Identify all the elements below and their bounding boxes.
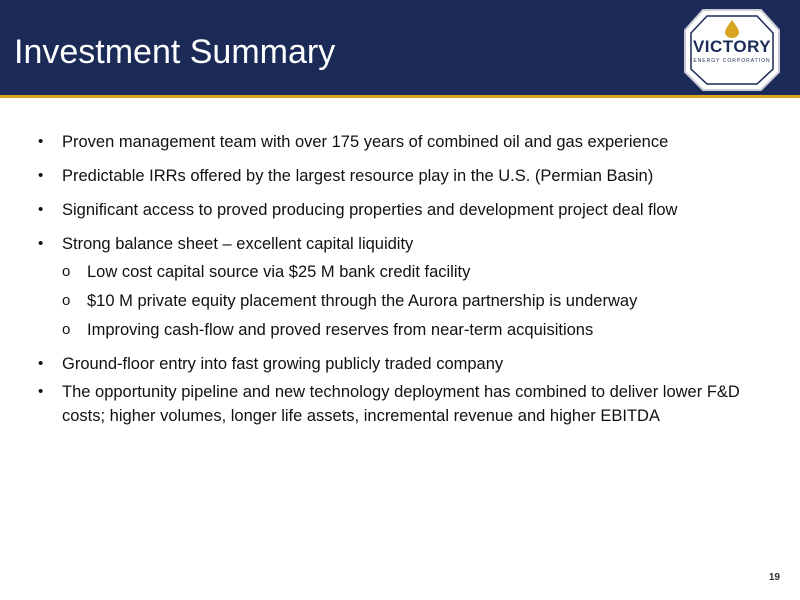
sub-bullet-item	[38, 260, 773, 284]
sub-bullet-list	[38, 260, 773, 342]
sub-bullet-marker: o	[62, 292, 71, 309]
bullet-marker: •	[38, 201, 44, 218]
oil-drop-icon	[725, 20, 739, 38]
bullet-list	[38, 130, 773, 428]
bullet-text: Strong balance sheet – excellent capital liquidity	[62, 235, 414, 253]
sub-bullet-text: $10 M private equity placement through the Aurora partnership is underway	[87, 292, 638, 310]
bullet-text: Significant access to proved producing properties and development project deal flow	[62, 201, 678, 219]
sub-bullet-item	[38, 289, 773, 313]
sub-bullet-text: Improving cash-flow and proved reserves from near-term acquisitions	[87, 321, 594, 339]
bullet-item	[38, 352, 773, 376]
sub-bullet-marker: o	[62, 263, 71, 280]
page-number: 19	[768, 572, 780, 583]
sub-bullet-text: Low cost capital source via $25 M bank credit facility	[87, 263, 471, 281]
bullet-text: Ground-floor entry into fast growing publicly traded company	[62, 355, 504, 373]
sub-bullet-marker: o	[62, 321, 71, 338]
slide-title: Investment Summary	[14, 33, 336, 71]
logo-wordmark: VICTORY	[692, 37, 772, 56]
bullet-marker: •	[38, 355, 44, 372]
bullet-item	[38, 164, 773, 188]
victory-energy-logo	[677, 6, 787, 94]
bullet-text: Proven management team with over 175 years of combined oil and gas experience	[62, 133, 669, 151]
bullet-item	[38, 130, 773, 154]
bullet-item	[38, 232, 773, 256]
bullet-item	[38, 198, 773, 222]
bullet-marker: •	[38, 133, 44, 150]
sub-bullet-item	[38, 318, 773, 342]
bullet-marker: •	[38, 235, 44, 252]
bullet-text: Predictable IRRs offered by the largest resource play in the U.S. (Permian Basin)	[62, 167, 654, 185]
logo-tagline: ENERGY CORPORATION	[693, 58, 771, 64]
bullet-marker: •	[38, 167, 44, 184]
bullet-item	[38, 380, 773, 428]
title-bar-accent-rule	[0, 95, 800, 98]
bullet-text: The opportunity pipeline and new technology deployment has combined to deliver lower F&D costs; higher volumes, longer life assets, incremental revenue and higher EBITDA	[62, 383, 740, 425]
bullet-marker: •	[38, 383, 44, 400]
